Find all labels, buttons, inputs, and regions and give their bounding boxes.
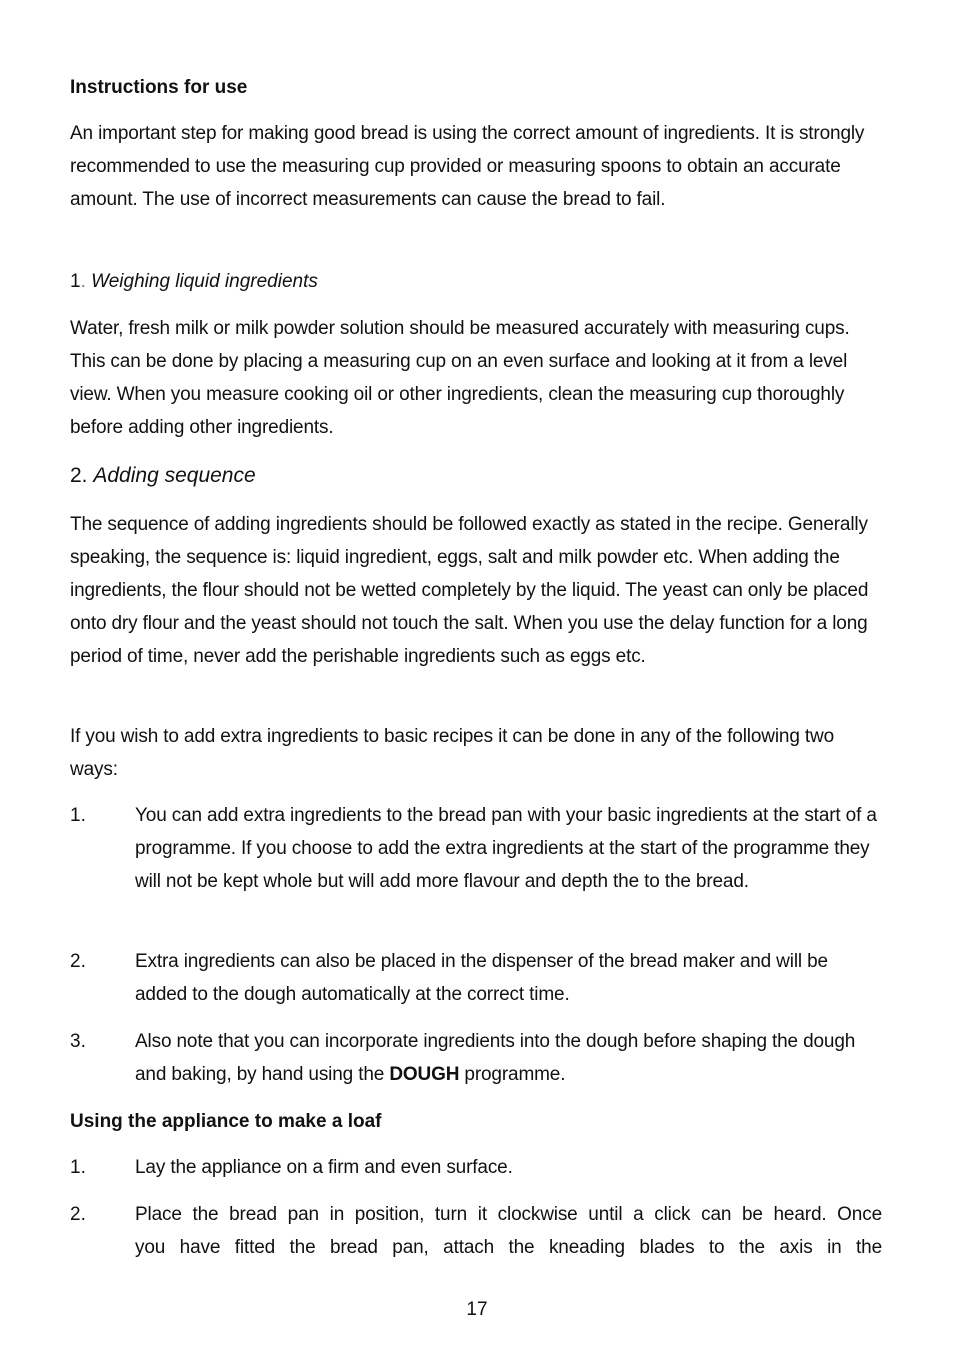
subheading-dot: . (80, 271, 86, 292)
list-text (135, 1198, 882, 1264)
list-number: 1. (70, 1157, 86, 1178)
subheading-number: 1 (70, 271, 81, 292)
extra-ingredients-intro: If you wish to add extra ingredients to basic recipes it can be done in any of the following two ways: (70, 726, 834, 780)
list-text-before: Also note that you can incorporate ingredients into the dough before shaping the dough and baking, by hand using the (135, 1031, 856, 1085)
list-number: 2. (70, 1204, 86, 1225)
page-number: 17 (466, 1299, 488, 1320)
list-number: 3. (70, 1031, 86, 1052)
sequence-paragraph: The sequence of adding ingredients should be followed exactly as stated in the recipe. Generally speaking, the sequence is: liquid ingredient, eggs, salt and milk powder etc. When adding the ingredients, the flour should not be wetted completely by the liquid. The yeast can only be placed onto dry flour and the yeast should not touch the salt. When you use the delay function for a long period of time, never add the perishable ingredients such as eggs etc. (70, 514, 869, 667)
subheading-title: Adding sequence (93, 464, 256, 487)
subheading-number: 2. (70, 464, 88, 487)
subheading-adding-sequence (70, 462, 882, 490)
list-number: 2. (70, 951, 86, 972)
list-number: 1. (70, 805, 86, 826)
list-text-line: Place the bread pan in position, turn it clockwise until a click can be heard. Once (135, 1204, 882, 1225)
weighing-paragraph: Water, fresh milk or milk powder solution should be measured accurately with measuring cups. This can be done by placing a measuring cup on an even surface and looking at it from a level view. When you measure cooking oil or other ingredients, clean the measuring cup thoroughly before adding other ingredients. (70, 318, 850, 438)
list-text: Extra ingredients can also be placed in the dispenser of the bread maker and will be added to the dough automatically at the correct time. (135, 951, 828, 1005)
list-text (135, 1025, 882, 1091)
section-heading-loaf: Using the appliance to make a loaf (70, 1111, 382, 1132)
list-text-line: you have fitted the bread pan, attach the kneading blades to the axis in the (135, 1237, 882, 1258)
list-text: You can add extra ingredients to the bread pan with your basic ingredients at the start of a programme. If you choose to add the extra ingredients at the start of the programme they will not be kept whole but will add more flavour and depth the to the bread. (135, 805, 877, 892)
dough-programme-label: DOUGH (389, 1064, 460, 1085)
subheading-weighing (70, 269, 882, 295)
list-text: Lay the appliance on a firm and even surface. (135, 1157, 513, 1178)
section-heading-instructions: Instructions for use (70, 77, 248, 98)
intro-paragraph: An important step for making good bread is using the correct amount of ingredients. It is strongly recommended to use the measuring cup provided or measuring spoons to obtain an accurate amount. The use of incorrect measurements can cause the bread to fail. (70, 123, 865, 210)
subheading-title: Weighing liquid ingredients (91, 271, 318, 292)
list-text-after: programme. (459, 1064, 566, 1085)
